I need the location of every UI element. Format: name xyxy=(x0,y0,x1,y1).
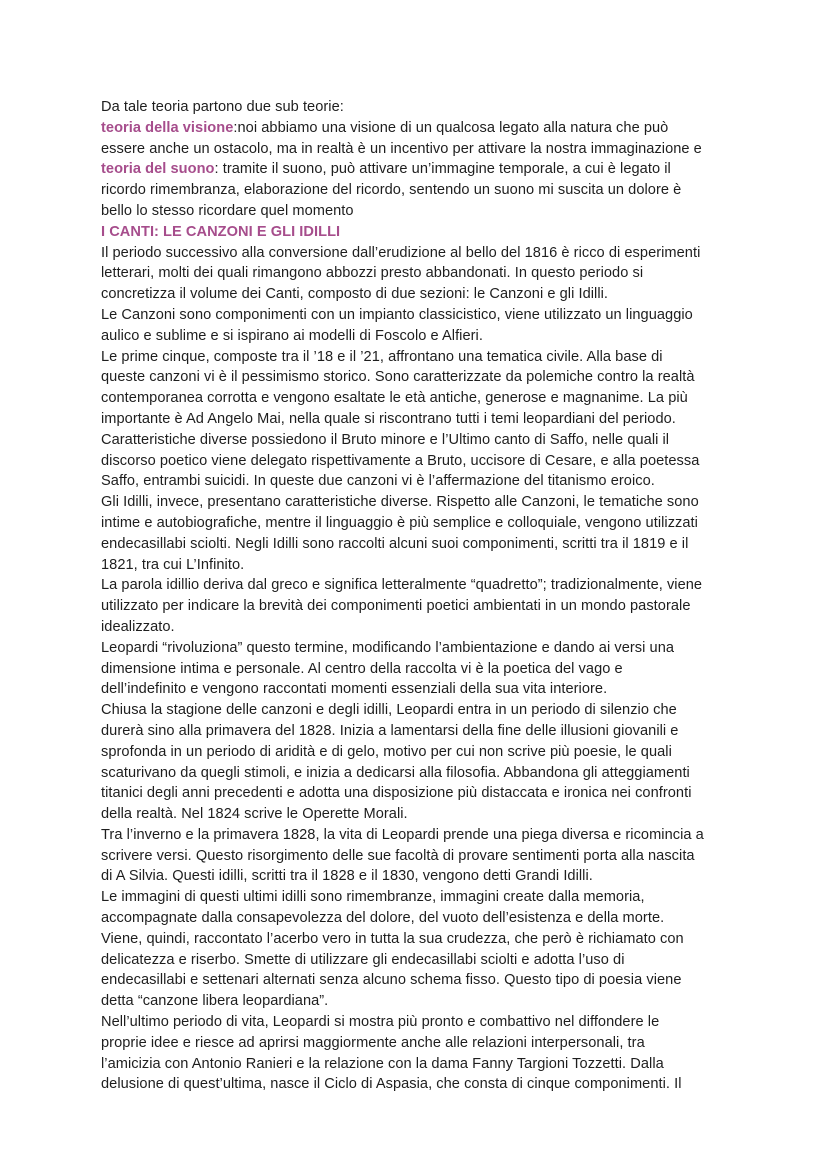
vision-text-1: :noi abbiamo una visione di un qualcosa legato alla natura che può xyxy=(233,119,669,136)
body-line: l’amicizia con Antonio Ranieri e la relazione con la dama Fanny Targioni Tozzetti. Dalla xyxy=(101,1055,664,1072)
body-line: durerà sino alla primavera del 1828. Inizia a lamentarsi della fine delle illusioni giovanili e xyxy=(101,722,679,739)
body-line: idealizzato. xyxy=(101,618,175,635)
body-line: importante è Ad Angelo Mai, nella quale si riscontrano tutti i temi leopardiani del periodo. xyxy=(101,410,676,427)
body-line: utilizzato per indicare la brevità dei componimenti poetici ambientati in un mondo pastorale xyxy=(101,598,691,615)
body-line: titanici degli anni precedenti e adotta una disposizione più distaccata e ironica nei confronti xyxy=(101,785,692,802)
body-line: scrivere versi. Questo risorgimento delle sue facoltà di provare sentimenti porta alla nascita xyxy=(101,847,695,864)
body-line: detta “canzone libera leopardiana”. xyxy=(101,993,329,1010)
body-line: aulico e sublime e si ispirano ai modelli di Foscolo e Alfieri. xyxy=(101,327,483,344)
body-line: discorso poetico viene delegato rispettivamente a Bruto, uccisore di Cesare, e alla poetessa xyxy=(101,452,700,469)
body-line: Le immagini di questi ultimi idilli sono rimembranze, immagini create dalla memoria, xyxy=(101,889,645,906)
body-line: delusione di quest’ultima, nasce il Ciclo di Aspasia, che consta di cinque componimenti. Il xyxy=(101,1076,682,1093)
vision-line-1 xyxy=(101,118,768,139)
vision-term: teoria della visione xyxy=(101,119,234,136)
body-line: dimensione intima e personale. Al centro della raccolta vi è la poetica del vago e xyxy=(101,660,623,677)
body-line: Saffo, entrambi suicidi. In queste due canzoni vi è l’affermazione del titanismo eroico. xyxy=(101,473,655,490)
vision-line-2: essere anche un ostacolo, ma in realtà è un incentivo per attivare la nostra immaginazione e xyxy=(101,140,702,157)
body-line: Il periodo successivo alla conversione dall’erudizione al bello del 1816 è ricco di esperimenti xyxy=(101,244,701,261)
body-line: Gli Idilli, invece, presentano caratteristiche diverse. Rispetto alle Canzoni, le tematiche sono xyxy=(101,494,699,511)
body-line: La parola idillio deriva dal greco e significa letteralmente “quadretto”; tradizionalmente, viene xyxy=(101,577,703,594)
body-line: proprie idee e riesce ad aprirsi maggiormente anche alle relazioni interpersonali, tra xyxy=(101,1034,645,1051)
section-heading: I CANTI: LE CANZONI E GLI IDILLI xyxy=(101,223,341,240)
intro-line: Da tale teoria partono due sub teorie: xyxy=(101,99,344,115)
body-line: queste canzoni vi è il pessimismo storico. Sono caratterizzate da polemiche contro la realtà xyxy=(101,369,695,386)
sound-term: teoria del suono xyxy=(101,161,215,178)
body-line: della realtà. Nel 1824 scrive le Operette Morali. xyxy=(101,806,408,823)
body-line: Viene, quindi, raccontato l’acerbo vero in tutta la sua crudezza, che però è richiamato con xyxy=(101,930,684,947)
sound-line-1 xyxy=(101,159,768,180)
body-text xyxy=(101,243,768,1096)
body-line: Chiusa la stagione delle canzoni e degli idilli, Leopardi entra in un periodo di silenzio che xyxy=(101,702,677,719)
sound-line-2: ricordo rimembranza, elaborazione del ricordo, sentendo un suono mi suscita un dolore è xyxy=(101,182,682,199)
body-line: Le Canzoni sono componimenti con un impianto classicistico, viene utilizzato un linguaggio xyxy=(101,306,693,323)
sound-text-1: : tramite il suono, può attivare un’immagine temporale, a cui è legato il xyxy=(214,161,671,178)
body-line: 1821, tra cui L’Infinito. xyxy=(101,556,245,573)
body-line: letterari, molti dei quali rimangono abbozzi presto abbandonati. In questo periodo si xyxy=(101,265,644,282)
body-line: Le prime cinque, composte tra il ’18 e il ’21, affrontano una tematica civile. Alla base di xyxy=(101,348,663,365)
body-line: accompagnate dalla consapevolezza del dolore, del vuoto dell’esistenza e della morte. xyxy=(101,910,665,927)
body-line: endecasillabi sciolti. Negli Idilli sono raccolti alcuni suoi componimenti, scritti tra il 1819 e il xyxy=(101,535,689,552)
body-line: Caratteristiche diverse possiedono il Bruto minore e l’Ultimo canto di Saffo, nelle quali il xyxy=(101,431,670,448)
body-line: scaturivano da quegli stimoli, e inizia a dedicarsi alla filosofia. Abbandona gli atteggiamenti xyxy=(101,764,690,781)
body-line: Leopardi “rivoluziona” questo termine, modificando l’ambientazione e dando ai versi una xyxy=(101,639,675,656)
body-line: delicatezza e riserbo. Smette di utilizzare gli endecasillabi sciolti e adotta l’uso di xyxy=(101,951,625,968)
body-line: contemporanea corrotta e vengono esaltate le età antiche, generose e magnanime. La più xyxy=(101,390,688,407)
body-line: concretizza il volume dei Canti, composto di due sezioni: le Canzoni e gli Idilli. xyxy=(101,286,609,303)
body-line: endecasillabi e settenari alternati senza alcuno schema fisso. Questo tipo di poesia viene xyxy=(101,972,682,989)
body-line: Nell’ultimo periodo di vita, Leopardi si mostra più pronto e combattivo nel diffondere le xyxy=(101,1014,660,1031)
sound-line-3: bello lo stesso ricordare quel momento xyxy=(101,202,354,219)
body-line: di A Silvia. Questi idilli, scritti tra il 1828 e il 1830, vengono detti Grandi Idilli. xyxy=(101,868,593,885)
body-line: intime e autobiografiche, mentre il linguaggio è più semplice e colloquiale, vengono utilizzati xyxy=(101,514,698,531)
body-line: dell’indefinito e vengono raccontati momenti essenziali della sua vita interiore. xyxy=(101,681,608,698)
body-line: sprofonda in un periodo di aridità e di gelo, motivo per cui non scrive più poesie, le quali xyxy=(101,743,672,760)
body-line: Tra l’inverno e la primavera 1828, la vita di Leopardi prende una piega diversa e ricomincia a xyxy=(101,826,704,843)
